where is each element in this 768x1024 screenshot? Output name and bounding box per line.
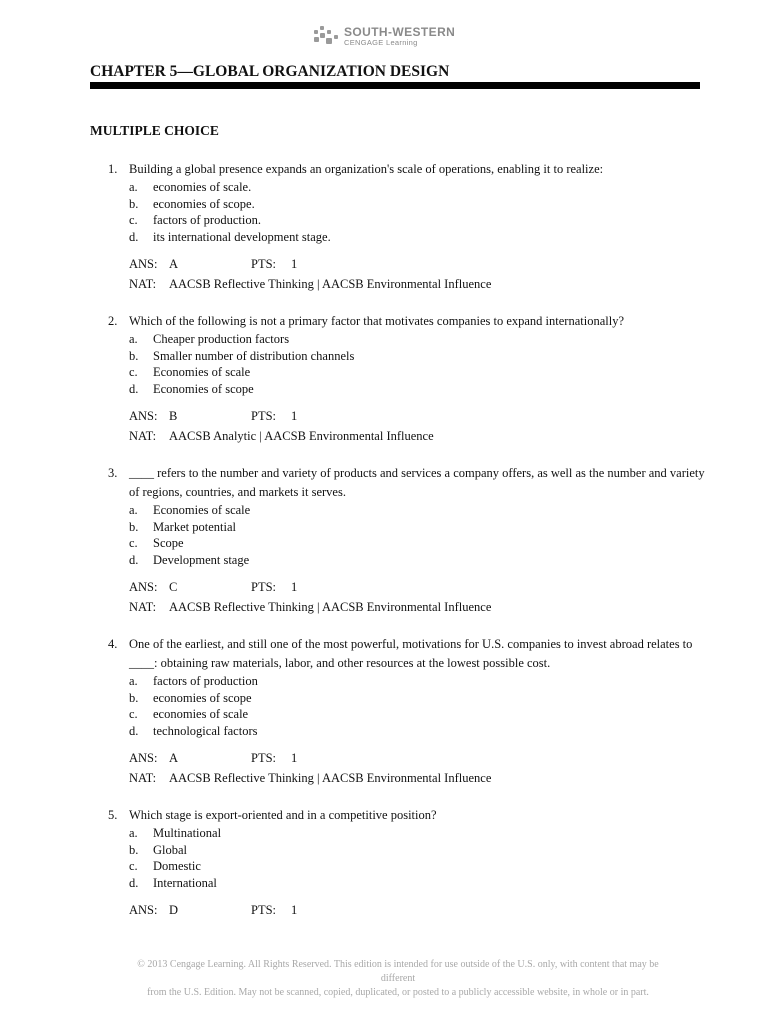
answer-meta	[129, 578, 708, 617]
nat-value: AACSB Reflective Thinking | AACSB Environmental Influence	[169, 599, 492, 614]
answer-meta	[129, 255, 708, 294]
option-c: c. economies of scale	[129, 707, 249, 722]
ans-label: ANS:	[129, 409, 158, 424]
option-a: a. Cheaper production factors	[129, 332, 290, 346]
question-text: One of the earliest, and still one of the most powerful, motivations for U.S. companies to invest abroad relates to ____: obtaining raw materials, labor, and other resources at the lowest possible cost.	[129, 637, 693, 670]
copyright-footer	[120, 958, 676, 1000]
option-a: a. factors of production	[129, 674, 258, 688]
option-b: b. Smaller number of distribution channels	[129, 348, 355, 363]
pts-label: PTS:	[251, 580, 277, 595]
pts-label: PTS:	[251, 903, 277, 918]
nat-value: AACSB Reflective Thinking | AACSB Environmental Influence	[169, 276, 492, 291]
option-c: c. factors of production.	[129, 213, 261, 228]
ans-value: C	[169, 580, 178, 595]
question-1	[108, 160, 708, 294]
question-number: 1.	[108, 162, 118, 176]
option-list	[129, 825, 708, 891]
question-4	[108, 635, 708, 788]
question-text: Building a global presence expands an organization's scale of operations, enabling it to realize:	[129, 162, 604, 176]
question-number: 3.	[108, 466, 118, 480]
option-b: b. Global	[129, 842, 188, 857]
nat-label: NAT:	[129, 428, 157, 443]
pts-label: PTS:	[251, 409, 277, 424]
logo-sub-text: CENGAGE Learning	[344, 38, 418, 47]
question-number: 4.	[108, 637, 118, 651]
option-list	[129, 331, 708, 397]
section-heading: MULTIPLE CHOICE	[90, 123, 219, 138]
nat-value: AACSB Analytic | AACSB Environmental Influence	[169, 428, 434, 443]
ans-value: D	[169, 903, 179, 918]
ans-label: ANS:	[129, 580, 158, 595]
option-c: c. Domestic	[129, 859, 201, 874]
option-list	[129, 673, 708, 739]
nat-label: NAT:	[129, 770, 157, 785]
option-d: d. Development stage	[129, 552, 250, 567]
option-list	[129, 502, 708, 568]
footer-line-2: from the U.S. Edition. May not be scanned, copied, duplicated, or posted to a publicly accessible website, in whole or in part.	[147, 987, 649, 998]
ans-value: B	[169, 409, 178, 424]
question-number: 5.	[108, 808, 118, 822]
option-d: d. technological factors	[129, 723, 258, 738]
ans-label: ANS:	[129, 257, 158, 272]
option-b: b. Market potential	[129, 519, 236, 534]
option-a: a. Multinational	[129, 826, 222, 840]
option-b: b. economies of scope	[129, 690, 252, 705]
question-text: Which of the following is not a primary factor that motivates companies to expand internationally?	[129, 314, 624, 328]
option-d: d. its international development stage.	[129, 229, 331, 244]
ans-label: ANS:	[129, 751, 158, 766]
nat-label: NAT:	[129, 276, 157, 291]
question-2	[108, 312, 708, 446]
option-a: a. economies of scale.	[129, 180, 252, 194]
option-list	[129, 179, 708, 245]
question-5	[108, 806, 708, 921]
option-c: c. Economies of scale	[129, 365, 251, 380]
nat-label: NAT:	[129, 599, 157, 614]
ans-value: A	[169, 257, 179, 272]
ans-value: A	[169, 751, 179, 766]
footer-line-1: © 2013 Cengage Learning. All Rights Reserved. This edition is intended for use outside of the U.S. only, with content that may be different	[137, 959, 659, 984]
question-text: ____ refers to the number and variety of products and services a company offers, as well as the number and variety of regions, countries, and markets it serves.	[129, 466, 705, 499]
answer-meta	[129, 749, 708, 788]
pts-value: 1	[291, 903, 298, 918]
publisher-logo	[314, 26, 455, 50]
nat-value: AACSB Reflective Thinking | AACSB Environmental Influence	[169, 770, 492, 785]
question-number: 2.	[108, 314, 118, 328]
ans-label: ANS:	[129, 903, 158, 918]
pts-label: PTS:	[251, 751, 277, 766]
option-b: b. economies of scope.	[129, 196, 255, 211]
answer-meta	[129, 901, 708, 921]
logo-mark-icon	[314, 26, 340, 48]
option-a: a. Economies of scale	[129, 503, 251, 517]
pts-value: 1	[291, 580, 298, 595]
answer-meta	[129, 407, 708, 446]
pts-label: PTS:	[251, 257, 277, 272]
chapter-title: CHAPTER 5—GLOBAL ORGANIZATION DESIGN	[90, 63, 450, 80]
option-c: c. Scope	[129, 536, 184, 551]
question-text: Which stage is export-oriented and in a competitive position?	[129, 808, 437, 822]
pts-value: 1	[291, 257, 298, 272]
logo-main-text: SOUTH-WESTERN	[344, 25, 456, 39]
pts-value: 1	[291, 751, 298, 766]
question-3	[108, 464, 708, 617]
option-d: d. Economies of scope	[129, 381, 254, 396]
option-d: d. International	[129, 875, 217, 890]
title-rule	[90, 82, 700, 89]
pts-value: 1	[291, 409, 298, 424]
